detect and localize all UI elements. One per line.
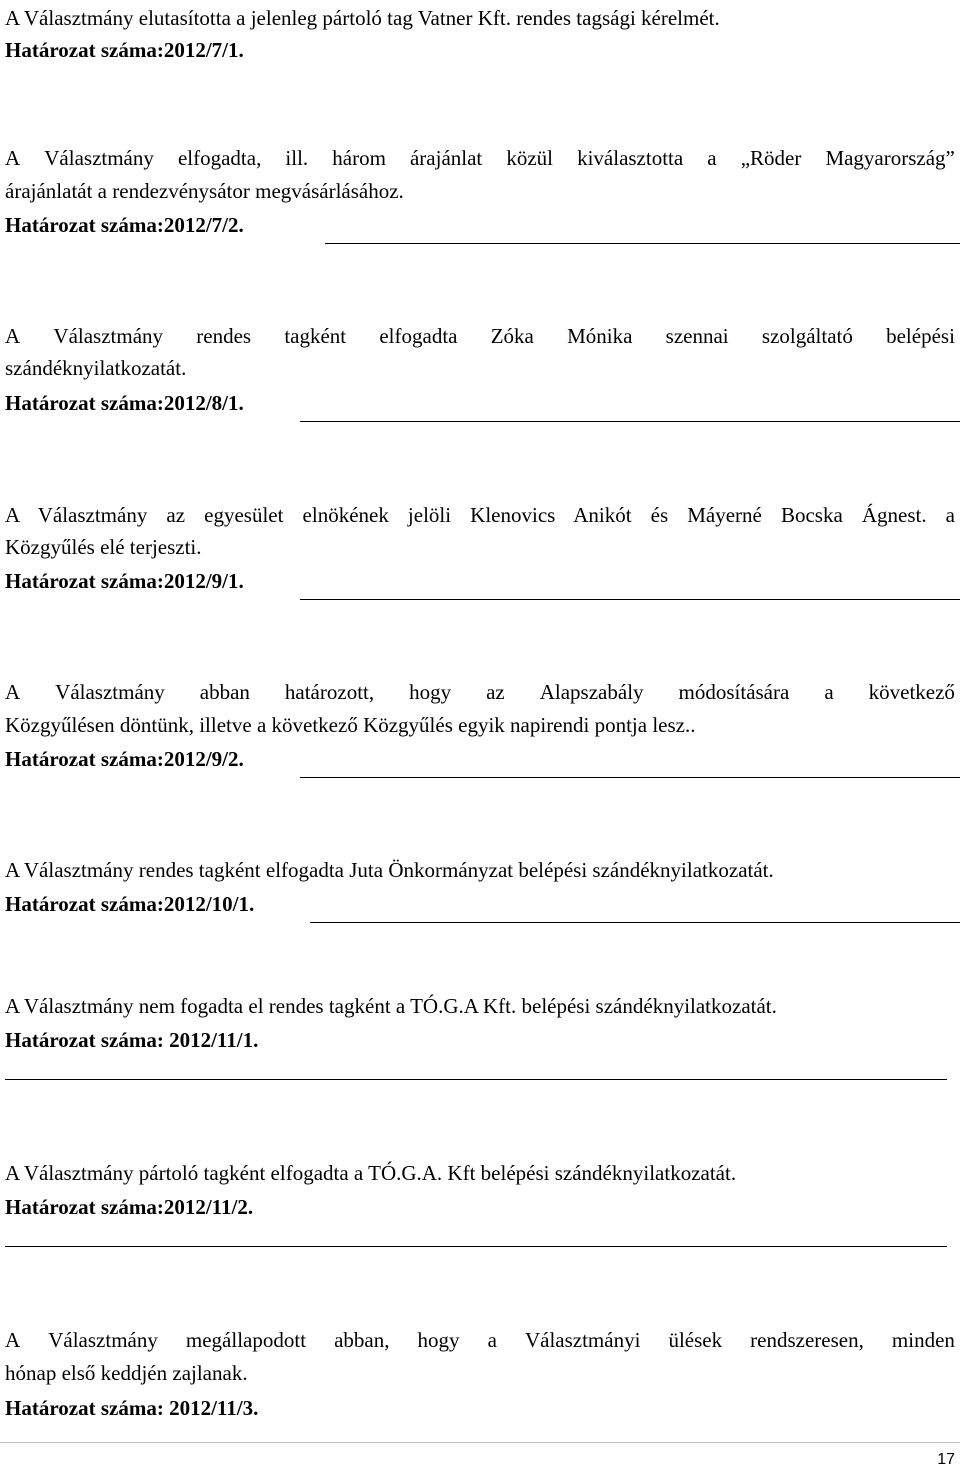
- decision-text-2-line-2: árajánlatát a rendezvénysátor megvásárlásához.: [5, 179, 404, 203]
- page-number: 17: [937, 1451, 955, 1468]
- separator-line-2: [325, 243, 960, 244]
- footer-rule: [0, 1442, 960, 1443]
- decision-text-1-line-1: A Választmány elutasította a jelenleg pártoló tag Vatner Kft. rendes tagsági kérelmét.: [5, 6, 720, 30]
- decision-text-7-line-1: A Választmány nem fogadta el rendes tagként a TÓ.G.A Kft. belépési szándéknyilatkozatát.: [5, 994, 777, 1018]
- decision-text-4-line-1: A Választmány az egyesület elnökének jelöli Klenovics Anikót és Máyerné Bocska Ágnest. a: [5, 503, 955, 527]
- separator-line-7: [5, 1079, 947, 1080]
- decision-text-9-line-1: A Választmány megállapodott abban, hogy a Választmányi ülések rendszeresen, minden: [5, 1328, 955, 1352]
- resolution-number-2: Határozat száma:2012/7/2.: [5, 213, 244, 237]
- resolution-number-5: Határozat száma:2012/9/2.: [5, 747, 244, 771]
- resolution-number-6: Határozat száma:2012/10/1.: [5, 892, 255, 916]
- resolution-number-9: Határozat száma: 2012/11/3.: [5, 1396, 259, 1420]
- resolution-number-3: Határozat száma:2012/8/1.: [5, 391, 244, 415]
- resolution-number-4: Határozat száma:2012/9/1.: [5, 569, 244, 593]
- separator-line-4: [300, 599, 960, 600]
- decision-text-2-line-1: A Választmány elfogadta, ill. három árajánlat közül kiválasztotta a „Röder Magyarország”: [5, 146, 955, 170]
- decision-text-4-line-2: Közgyűlés elé terjeszti.: [5, 535, 202, 559]
- decision-text-9-line-2: hónap első keddjén zajlanak.: [5, 1361, 248, 1385]
- decision-text-6-line-1: A Választmány rendes tagként elfogadta Juta Önkormányzat belépési szándéknyilatkozatát.: [5, 858, 774, 882]
- resolution-number-7: Határozat száma: 2012/11/1.: [5, 1028, 259, 1052]
- decision-text-3-line-2: szándéknyilatkozatát.: [5, 356, 187, 380]
- resolution-number-1: Határozat száma:2012/7/1.: [5, 38, 244, 62]
- decision-text-8-line-1: A Választmány pártoló tagként elfogadta a TÓ.G.A. Kft belépési szándéknyilatkozatát.: [5, 1161, 737, 1185]
- separator-line-3: [300, 421, 960, 422]
- separator-line-5: [300, 777, 960, 778]
- decision-text-5-line-1: A Választmány abban határozott, hogy az Alapszabály módosítására a következő: [5, 680, 955, 704]
- separator-line-6: [310, 922, 960, 923]
- decision-text-3-line-1: A Választmány rendes tagként elfogadta Zóka Mónika szennai szolgáltató belépési: [5, 324, 955, 348]
- decision-text-5-line-2: Közgyűlésen döntünk, illetve a következő Közgyűlés egyik napirendi pontja lesz..: [5, 713, 696, 737]
- separator-line-8: [5, 1246, 947, 1247]
- resolution-number-8: Határozat száma:2012/11/2.: [5, 1195, 254, 1219]
